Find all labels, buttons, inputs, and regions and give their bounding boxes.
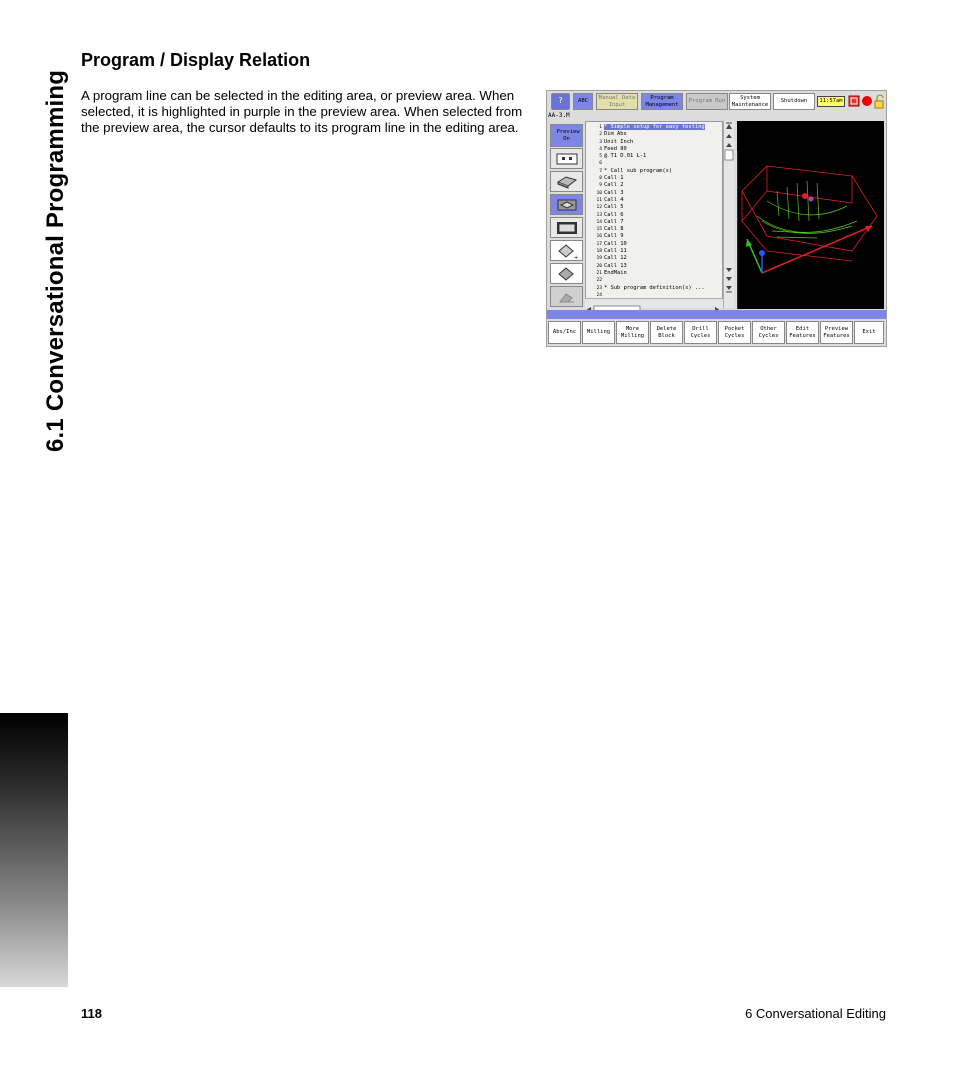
code-line[interactable] bbox=[590, 248, 705, 255]
scroll-page-up-icon bbox=[726, 134, 732, 138]
line-number: 14 bbox=[596, 219, 602, 225]
line-number: 4 bbox=[599, 146, 602, 152]
code-line[interactable] bbox=[590, 204, 705, 211]
line-number: 2 bbox=[599, 132, 602, 138]
program-editor[interactable] bbox=[585, 121, 723, 308]
help-button[interactable] bbox=[551, 93, 570, 110]
line-text: Call 3 bbox=[604, 189, 624, 196]
scroll-top-icon bbox=[726, 124, 732, 129]
line-text: Call 4 bbox=[604, 196, 624, 203]
section-heading: Program / Display Relation bbox=[81, 50, 311, 70]
line-text: Call 13 bbox=[604, 262, 627, 269]
line-number: 23 bbox=[596, 285, 602, 291]
code-line[interactable] bbox=[590, 182, 705, 189]
system-maintenance-button[interactable]: System Maintenance bbox=[729, 93, 771, 110]
line-text: Unit Inch bbox=[604, 138, 634, 145]
code-line[interactable] bbox=[590, 197, 705, 204]
line-number: 17 bbox=[596, 241, 602, 247]
line-text: Call 12 bbox=[604, 255, 627, 262]
status-line bbox=[547, 310, 886, 319]
line-text: Call 5 bbox=[604, 204, 624, 211]
line-text: Call 9 bbox=[604, 233, 624, 240]
screenshot-softkey-bar bbox=[547, 320, 886, 346]
line-number: 21 bbox=[596, 270, 602, 276]
scroll-page-down-icon bbox=[726, 277, 732, 281]
diamond-zoom-icon bbox=[555, 242, 579, 260]
line-number: 19 bbox=[596, 256, 602, 262]
program-run-button[interactable]: Program Run bbox=[686, 93, 728, 110]
code-line[interactable] bbox=[590, 139, 705, 146]
line-number: 5 bbox=[599, 154, 602, 160]
code-line[interactable] bbox=[590, 226, 705, 233]
wireframe-preview bbox=[737, 121, 884, 309]
line-number: 16 bbox=[596, 234, 602, 240]
line-text: @ T1 D.01 L-1 bbox=[604, 153, 647, 160]
line-text: Feed 80 bbox=[604, 145, 627, 152]
zoom-out-button[interactable] bbox=[550, 263, 583, 284]
code-line[interactable] bbox=[590, 255, 705, 262]
chapter-side-title bbox=[22, 52, 69, 452]
line-text: EndMain bbox=[604, 269, 627, 276]
svg-text:+: + bbox=[573, 254, 578, 260]
file-name-label: AA-3.M bbox=[548, 112, 570, 119]
code-line[interactable] bbox=[590, 146, 705, 153]
code-line[interactable] bbox=[590, 277, 705, 284]
line-number: 13 bbox=[596, 212, 602, 218]
more-milling-button[interactable]: More Milling bbox=[616, 321, 649, 344]
view-top-icon bbox=[556, 153, 578, 165]
other-cycles-button[interactable]: Other Cycles bbox=[752, 321, 785, 344]
page-number: 118 bbox=[81, 1006, 102, 1021]
abc-button[interactable]: ABC bbox=[573, 93, 593, 110]
code-line[interactable] bbox=[590, 212, 705, 219]
code-line[interactable] bbox=[590, 168, 705, 175]
lock-icon bbox=[875, 101, 883, 108]
code-line[interactable] bbox=[590, 285, 705, 292]
clock-display: 11:57am bbox=[817, 96, 845, 107]
preview-on-toggle[interactable]: Preview On bbox=[550, 124, 583, 147]
line-text: Call 1 bbox=[604, 175, 624, 182]
line-text: Call 8 bbox=[604, 226, 624, 233]
code-line[interactable] bbox=[590, 175, 705, 182]
code-line[interactable] bbox=[590, 219, 705, 226]
view-perspective-button[interactable] bbox=[550, 194, 583, 215]
edit-features-button[interactable]: Edit Features bbox=[786, 321, 819, 344]
line-number: 3 bbox=[599, 139, 602, 145]
line-number: 1 bbox=[599, 125, 602, 130]
code-line[interactable] bbox=[590, 160, 705, 167]
drill-cycles-button[interactable]: Drill Cycles bbox=[684, 321, 717, 344]
code-line[interactable] bbox=[590, 131, 705, 138]
line-number: 22 bbox=[596, 278, 602, 284]
footer-chapter: 6 Conversational Editing bbox=[745, 1006, 886, 1021]
line-number: 9 bbox=[599, 183, 602, 189]
manual-data-input-button[interactable]: Manual Data Input bbox=[596, 93, 638, 110]
chapter-gradient-tab bbox=[0, 713, 68, 987]
line-number: 10 bbox=[596, 190, 602, 196]
code-lines bbox=[590, 124, 705, 299]
view-side-icon bbox=[556, 221, 578, 235]
line-number: 7 bbox=[599, 168, 602, 174]
line-number: 8 bbox=[599, 176, 602, 182]
scroll-bottom-icon bbox=[726, 286, 732, 290]
program-management-button[interactable]: Program Management bbox=[641, 93, 683, 110]
delete-block-button[interactable]: Delete Block bbox=[650, 321, 683, 344]
preview-area[interactable] bbox=[737, 121, 884, 309]
eraser-icon bbox=[556, 290, 578, 304]
code-line[interactable] bbox=[590, 153, 705, 160]
diamond-icon bbox=[555, 265, 579, 283]
view-iso-button[interactable] bbox=[550, 171, 583, 192]
shutdown-button[interactable]: Shutdown bbox=[773, 93, 815, 110]
line-number: 20 bbox=[596, 263, 602, 269]
line-text: * Call sub program(s) bbox=[604, 167, 673, 174]
screenshot-top-toolbar bbox=[547, 91, 886, 112]
help-icon: ? bbox=[558, 96, 563, 106]
code-line[interactable] bbox=[590, 263, 705, 270]
line-number: 12 bbox=[596, 205, 602, 211]
view-side-button[interactable] bbox=[550, 217, 583, 238]
software-screenshot bbox=[546, 90, 887, 347]
view-top-button[interactable] bbox=[550, 148, 583, 169]
pocket-cycles-button[interactable]: Pocket Cycles bbox=[718, 321, 751, 344]
erase-button[interactable] bbox=[550, 286, 583, 307]
scrollbar-arrows bbox=[724, 121, 734, 308]
line-text: Call 10 bbox=[604, 240, 627, 247]
line-text: * Sub program definition(s) ... bbox=[604, 284, 705, 291]
scroll-thumb bbox=[725, 150, 733, 160]
view-perspective-icon bbox=[556, 198, 578, 212]
exit-button[interactable]: Exit bbox=[854, 321, 884, 344]
view-iso-icon bbox=[556, 175, 578, 189]
code-line[interactable] bbox=[590, 124, 705, 131]
editor-horizontal-scrollbar[interactable] bbox=[585, 298, 723, 308]
selected-feature-marker bbox=[802, 193, 808, 199]
line-number: 15 bbox=[596, 227, 602, 233]
abs-inc-button[interactable]: Abs/Inc bbox=[548, 321, 581, 344]
code-line[interactable] bbox=[590, 233, 705, 240]
record-icon bbox=[862, 96, 872, 106]
code-line[interactable] bbox=[590, 270, 705, 277]
line-text: * Simple setup for easy testing bbox=[604, 124, 705, 130]
section-paragraph: A program line can be selected in the editing area, or preview area. When selected, it is highlighted in purple in the preview area. When selected from the preview area, the cursor defaults to its program line in the editing area. bbox=[81, 88, 523, 135]
line-text: Call 7 bbox=[604, 218, 624, 225]
milling-button[interactable]: Milling bbox=[582, 321, 615, 344]
line-text: Call 2 bbox=[604, 182, 624, 189]
chapter-side-title-text: 6.1 Conversational Programming bbox=[42, 69, 69, 452]
line-text: Dim Abs bbox=[604, 131, 627, 138]
preview-features-button[interactable]: Preview Features bbox=[820, 321, 853, 344]
code-line[interactable] bbox=[590, 190, 705, 197]
line-number: 24 bbox=[596, 292, 602, 298]
line-number: 6 bbox=[599, 161, 602, 167]
status-icons bbox=[848, 94, 886, 110]
zoom-in-button[interactable] bbox=[550, 240, 583, 261]
editor-vertical-scrollbar[interactable] bbox=[723, 121, 734, 308]
line-text: Call 11 bbox=[604, 248, 627, 255]
line-text: Call 6 bbox=[604, 211, 624, 218]
line-number: 11 bbox=[596, 197, 602, 203]
line-number: 18 bbox=[596, 249, 602, 255]
scroll-up-icon bbox=[726, 143, 732, 147]
preview-tool-panel bbox=[548, 121, 584, 311]
scroll-down-icon bbox=[726, 268, 732, 272]
code-line[interactable] bbox=[590, 241, 705, 248]
